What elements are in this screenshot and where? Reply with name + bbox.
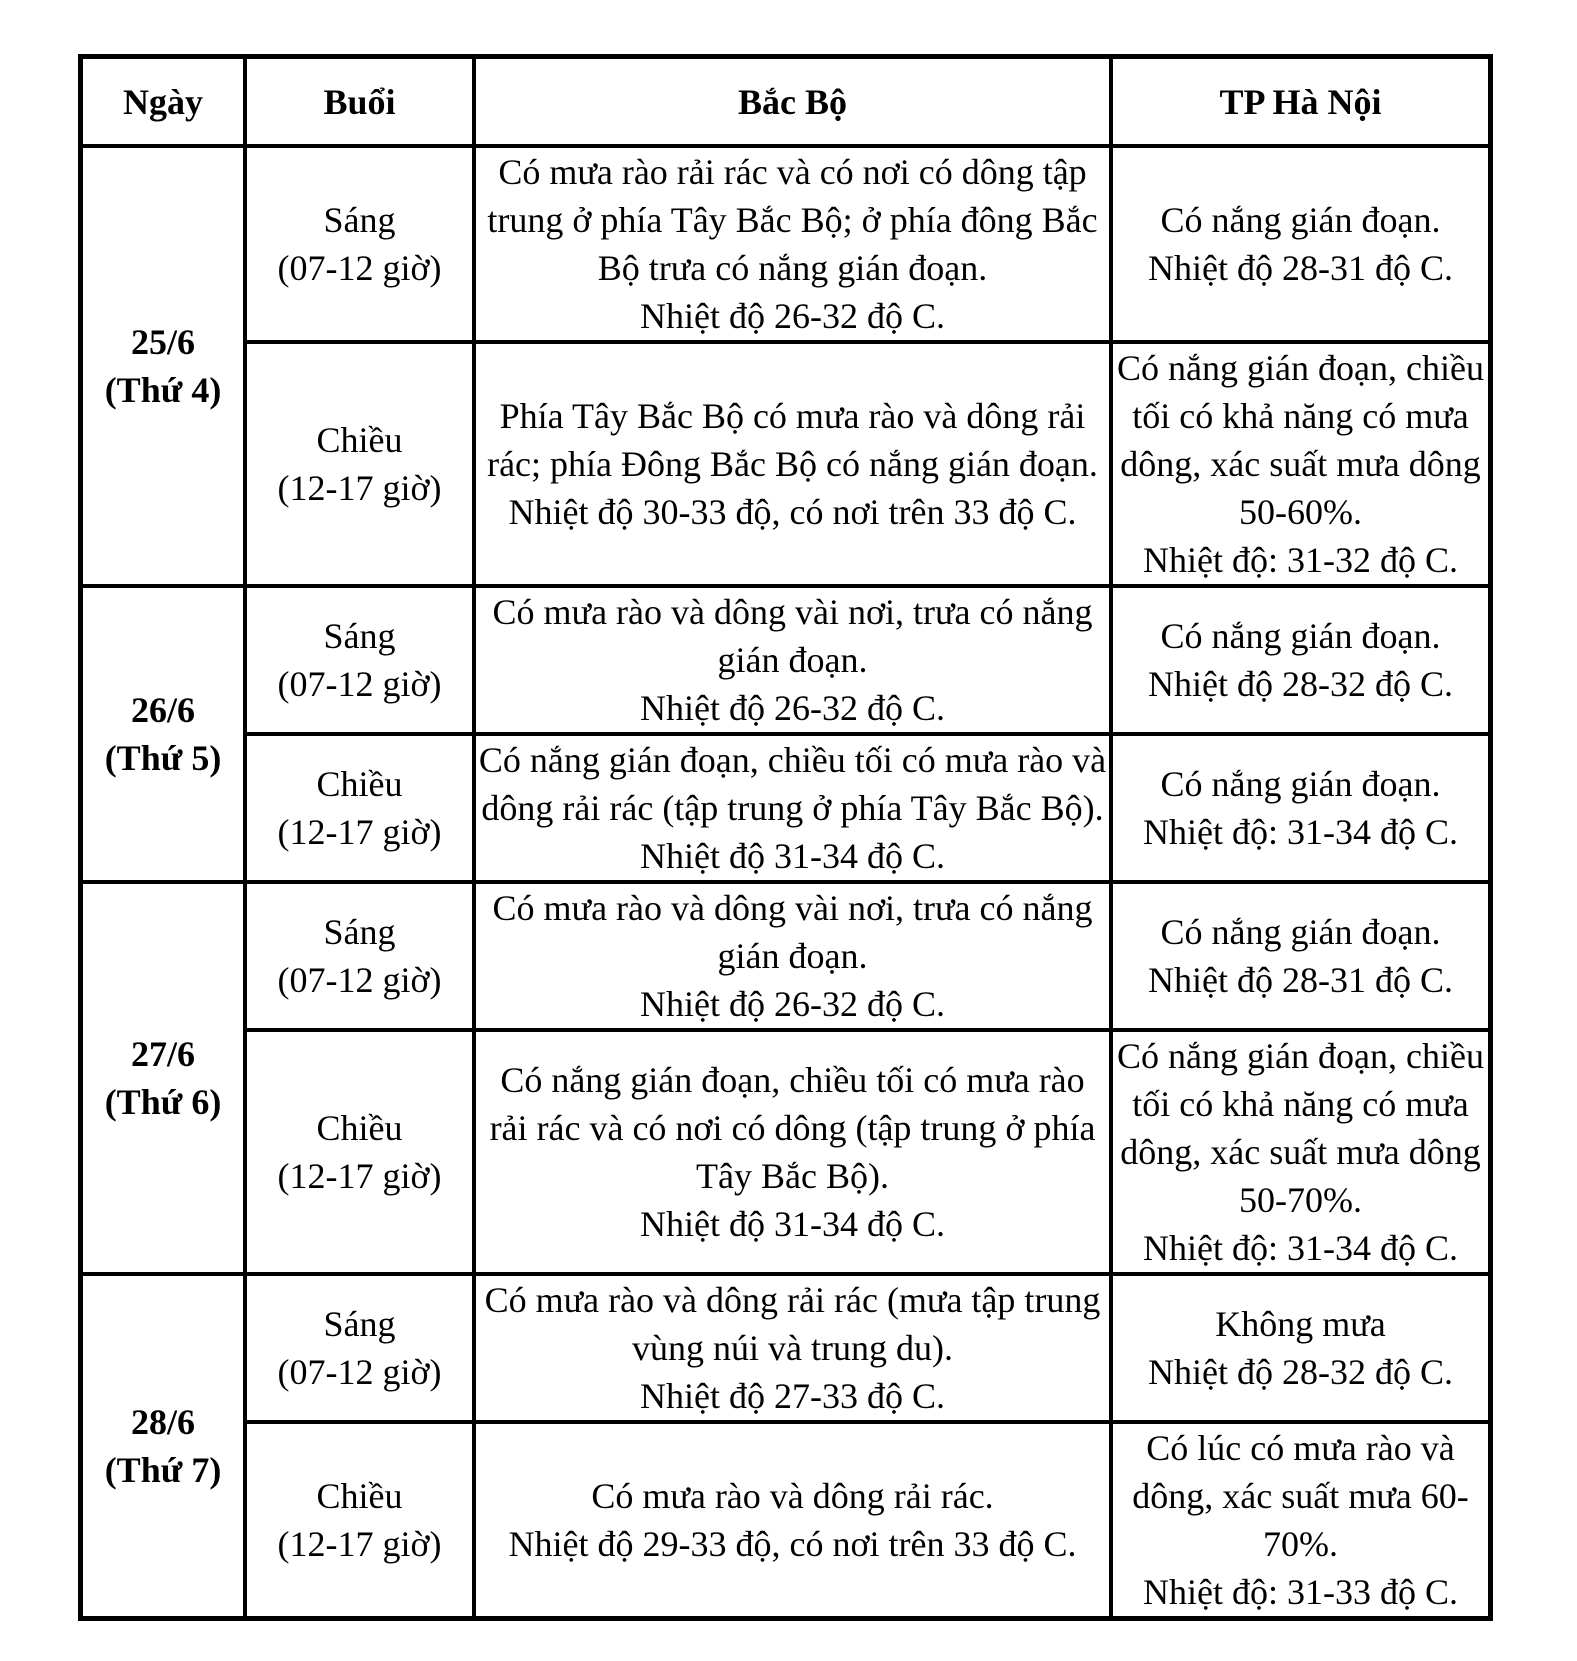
session-label: Sáng (323, 616, 396, 656)
ha-noi-text: Có nắng gián đoạn. (1160, 764, 1441, 804)
session-label: Chiều (316, 420, 403, 460)
ha-noi-text: Có nắng gián đoạn, chiều tối có khả năng có mưa dông, xác suất mưa dông 50-70%. (1117, 1036, 1484, 1220)
ha-noi-text: Có lúc có mưa rào và dông, xác suất mưa 60-70%. (1132, 1428, 1469, 1564)
header-session: Buổi (245, 57, 474, 146)
session-hours: (12-17 giờ) (277, 812, 442, 852)
bac-bo-text: Phía Tây Bắc Bộ có mưa rào và dông rải rác; phía Đông Bắc Bộ có nắng gián đoạn. (487, 396, 1098, 484)
ha-noi-cell (1111, 1422, 1490, 1618)
bac-bo-text: Có nắng gián đoạn, chiều tối có mưa rào và dông rải rác (tập trung ở phía Tây Bắc Bộ). Nhiệt độ 31-34 độ C. (478, 740, 1107, 876)
day-cell (81, 586, 245, 882)
table-row (81, 146, 1490, 342)
bac-bo-text: Có mưa rào và dông rải rác. (591, 1476, 994, 1516)
ha-noi-cell (1111, 1274, 1490, 1422)
ha-noi-temp: Nhiệt độ: 31-34 độ C. (1143, 1228, 1458, 1268)
ha-noi-temp: Nhiệt độ: 31-34 độ C. (1143, 812, 1458, 852)
day-date: 27/6 (130, 1034, 195, 1074)
table-row (81, 734, 1490, 882)
table-row (81, 1422, 1490, 1618)
bac-bo-text: Có mưa rào và dông vài nơi, trưa có nắng gián đoạn. (492, 888, 1093, 976)
session-label: Chiều (316, 1476, 403, 1516)
bac-bo-cell (474, 146, 1111, 342)
bac-bo-cell (474, 1422, 1111, 1618)
bac-bo-temp: Nhiệt độ 26-32 độ C. (640, 984, 945, 1024)
session-cell (245, 586, 474, 734)
day-weekday: (Thứ 4) (104, 370, 222, 410)
session-cell (245, 734, 474, 882)
bac-bo-temp: Nhiệt độ 29-33 độ, có nơi trên 33 độ C. (508, 1524, 1077, 1564)
ha-noi-cell (1111, 586, 1490, 734)
bac-bo-cell (474, 586, 1111, 734)
ha-noi-text: Có nắng gián đoạn, chiều tối có khả năng có mưa dông, xác suất mưa dông 50-60%. (1117, 348, 1484, 532)
day-date: 28/6 (130, 1402, 195, 1442)
weather-forecast-table (78, 54, 1493, 1621)
bac-bo-temp: Nhiệt độ 26-32 độ C. (640, 296, 945, 336)
ha-noi-cell (1111, 342, 1490, 586)
bac-bo-cell (474, 882, 1111, 1030)
header-day: Ngày (81, 57, 245, 146)
session-label: Sáng (323, 1304, 396, 1344)
session-hours: (12-17 giờ) (277, 1156, 442, 1196)
ha-noi-cell (1111, 734, 1490, 882)
ha-noi-temp: Nhiệt độ 28-31 độ C. (1148, 960, 1453, 1000)
table-row (81, 1030, 1490, 1274)
ha-noi-text: Có nắng gián đoạn. (1160, 616, 1441, 656)
bac-bo-temp: Nhiệt độ 30-33 độ, có nơi trên 33 độ C. (508, 492, 1077, 532)
day-date: 25/6 (130, 322, 195, 362)
bac-bo-temp: Nhiệt độ 26-32 độ C. (640, 688, 945, 728)
ha-noi-cell (1111, 1030, 1490, 1274)
day-date: 26/6 (130, 690, 195, 730)
session-hours: (12-17 giờ) (277, 1524, 442, 1564)
day-weekday: (Thứ 6) (104, 1082, 222, 1122)
session-cell (245, 1274, 474, 1422)
day-cell (81, 146, 245, 586)
ha-noi-temp: Nhiệt độ: 31-32 độ C. (1143, 540, 1458, 580)
session-cell (245, 342, 474, 586)
session-hours: (07-12 giờ) (277, 248, 442, 288)
ha-noi-temp: Nhiệt độ 28-31 độ C. (1148, 248, 1453, 288)
table-row (81, 882, 1490, 1030)
session-label: Sáng (323, 912, 396, 952)
ha-noi-text: Có nắng gián đoạn. (1160, 200, 1441, 240)
ha-noi-temp: Nhiệt độ 28-32 độ C. (1148, 1352, 1453, 1392)
ha-noi-temp: Nhiệt độ: 31-33 độ C. (1143, 1572, 1458, 1612)
ha-noi-temp: Nhiệt độ 28-32 độ C. (1148, 664, 1453, 704)
day-weekday: (Thứ 7) (104, 1450, 222, 1490)
ha-noi-text: Có nắng gián đoạn. (1160, 912, 1441, 952)
bac-bo-cell (474, 734, 1111, 882)
session-hours: (07-12 giờ) (277, 664, 442, 704)
day-weekday: (Thứ 5) (104, 738, 222, 778)
session-label: Sáng (323, 200, 396, 240)
bac-bo-text: Có mưa rào và dông vài nơi, trưa có nắng gián đoạn. (492, 592, 1093, 680)
session-cell (245, 882, 474, 1030)
session-hours: (12-17 giờ) (277, 468, 442, 508)
day-cell (81, 1274, 245, 1618)
ha-noi-cell (1111, 882, 1490, 1030)
ha-noi-text: Không mưa (1215, 1304, 1386, 1344)
bac-bo-cell (474, 1274, 1111, 1422)
table-row (81, 586, 1490, 734)
table-row (81, 342, 1490, 586)
header-bac-bo: Bắc Bộ (474, 57, 1111, 146)
header-row (81, 57, 1490, 146)
day-cell (81, 882, 245, 1274)
bac-bo-text: Có mưa rào rải rác và có nơi có dông tập trung ở phía Tây Bắc Bộ; ở phía đông Bắc Bộ trưa có nắng gián đoạn. (487, 152, 1098, 288)
bac-bo-text: Có mưa rào và dông rải rác (mưa tập trung vùng núi và trung du). (484, 1280, 1101, 1368)
session-cell (245, 146, 474, 342)
ha-noi-cell (1111, 146, 1490, 342)
session-label: Chiều (316, 1108, 403, 1148)
session-cell (245, 1030, 474, 1274)
header-ha-noi: TP Hà Nội (1111, 57, 1490, 146)
bac-bo-temp: Nhiệt độ 31-34 độ C. (640, 1204, 945, 1244)
session-label: Chiều (316, 764, 403, 804)
table-row (81, 1274, 1490, 1422)
bac-bo-temp: Nhiệt độ 27-33 độ C. (640, 1376, 945, 1416)
session-hours: (07-12 giờ) (277, 1352, 442, 1392)
bac-bo-cell (474, 1030, 1111, 1274)
session-hours: (07-12 giờ) (277, 960, 442, 1000)
session-cell (245, 1422, 474, 1618)
bac-bo-text: Có nắng gián đoạn, chiều tối có mưa rào rải rác và có nơi có dông (tập trung ở phía Tây Bắc Bộ). (489, 1060, 1096, 1196)
bac-bo-cell (474, 342, 1111, 586)
